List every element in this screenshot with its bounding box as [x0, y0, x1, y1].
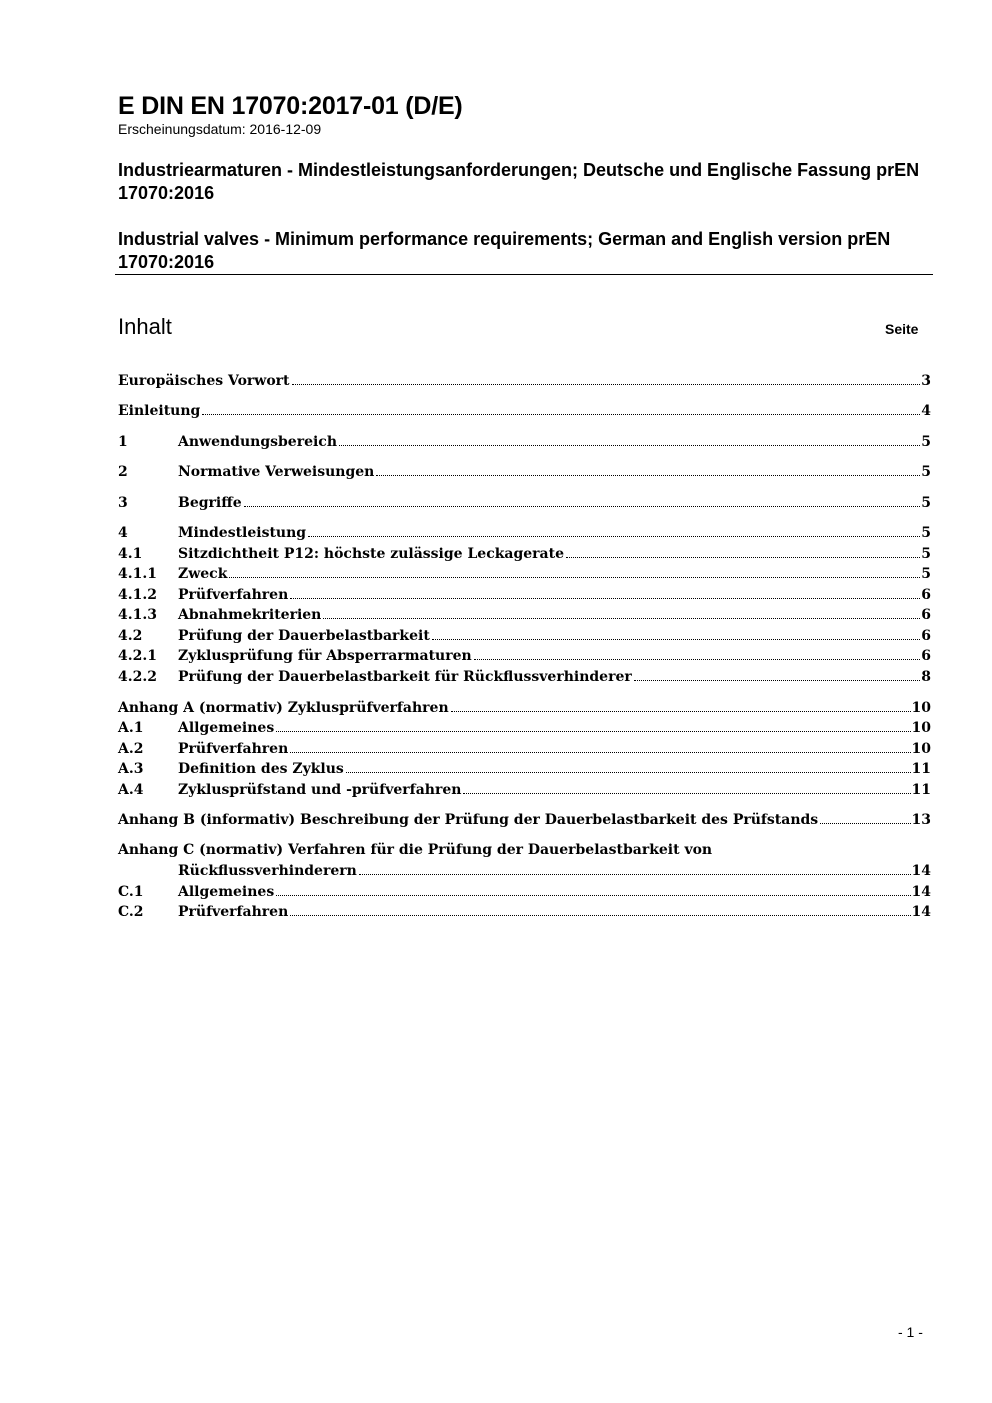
toc-entry[interactable]: [118, 523, 931, 543]
toc-entry-title: Prüfung der Dauerbelastbarkeit für Rückflussverhinderer: [178, 669, 632, 685]
toc-page-column-label: Seite: [885, 321, 919, 337]
toc-entry-number: 4.1.3: [118, 607, 157, 623]
toc-entry[interactable]: [118, 780, 931, 800]
toc-dot-leader: [290, 905, 910, 916]
toc-entry-page: 6: [921, 607, 931, 623]
toc-entry[interactable]: [118, 544, 931, 564]
document-title: E DIN EN 17070:2017-01 (D/E): [118, 92, 463, 120]
toc-entry-page: 10: [911, 700, 931, 716]
toc-entry[interactable]: [118, 759, 931, 779]
page-number: - 1 -: [898, 1324, 923, 1340]
toc-entry-number: 4.1.2: [118, 587, 157, 603]
toc-entry-page: 4: [921, 403, 931, 419]
toc-entry-title: Prüfverfahren: [178, 904, 289, 920]
toc-entry-page: 5: [921, 566, 931, 582]
toc-entry-number: 2: [118, 464, 128, 480]
toc-entry-title: Prüfverfahren: [178, 587, 289, 603]
toc-dot-leader: [290, 588, 920, 599]
toc-entry-page: 14: [911, 863, 931, 879]
toc-entry-page: 10: [911, 720, 931, 736]
toc-entry-title: Europäisches Vorwort: [118, 373, 290, 389]
toc-entry-number: C.2: [118, 904, 144, 920]
toc-entry-number: 4.2.2: [118, 669, 157, 685]
toc-entry-continuation[interactable]: Anhang C (normativ) Verfahren für die Prüfung der Dauerbelastbarkeit von: [118, 842, 713, 858]
toc-entry-title: Normative Verweisungen: [178, 464, 375, 480]
title-german: Industriearmaturen - Mindestleistungsanforderungen; Deutsche und Englische Fassung prEN 17070:2016: [118, 160, 920, 203]
toc-entry-number: A.3: [118, 761, 144, 777]
toc-dot-leader: [292, 374, 921, 385]
toc-entry-title: Abnahmekriterien: [178, 607, 322, 623]
toc-entry-title: Definition des Zyklus: [178, 761, 344, 777]
toc-dot-leader: [308, 526, 920, 537]
toc-dot-leader: [634, 670, 921, 681]
toc-entry-number: 4.1: [118, 546, 143, 562]
toc-entry-number: 1: [118, 434, 128, 450]
toc-dot-leader: [566, 547, 920, 558]
toc-dot-leader: [276, 885, 910, 896]
toc-entry-page: 3: [921, 373, 931, 389]
toc-entry-title: Anhang B (informativ) Beschreibung der Prüfung der Dauerbelastbarkeit des Prüfstands: [118, 812, 819, 828]
toc-entry-title: Zyklusprüfstand und -prüfverfahren: [178, 782, 462, 798]
toc-entry-number: 4.1.1: [118, 566, 157, 582]
toc-entry-page: 5: [921, 525, 931, 541]
toc-entry[interactable]: [118, 401, 931, 421]
toc-entry-number: 4.2.1: [118, 648, 157, 664]
toc-entry-number: 4.2: [118, 628, 143, 644]
publication-date: Erscheinungsdatum: 2016-12-09: [118, 121, 322, 137]
toc-dot-leader: [432, 629, 920, 640]
toc-entry-page: 5: [921, 495, 931, 511]
toc-entry-title: Allgemeines: [178, 720, 275, 736]
toc-entry[interactable]: [118, 667, 931, 687]
toc-heading: Inhalt: [118, 314, 172, 339]
toc-entry-page: 14: [911, 884, 931, 900]
toc-entry-title: Prüfung der Dauerbelastbarkeit: [178, 628, 430, 644]
toc-entry[interactable]: [118, 626, 931, 646]
toc-entry-page: 10: [911, 741, 931, 757]
toc-dot-leader: [346, 762, 911, 773]
toc-dot-leader: [290, 742, 910, 753]
toc-entry-title: Zyklusprüfung für Absperrarmaturen: [178, 648, 472, 664]
toc-entry-number: C.1: [118, 884, 144, 900]
toc-entry-page: 5: [921, 464, 931, 480]
title-english: Industrial valves - Minimum performance requirements; German and English version prEN 17070:2016: [118, 229, 891, 272]
toc-entry-title: Prüfverfahren: [178, 741, 289, 757]
toc-entry-number: 4: [118, 525, 128, 541]
toc-entry[interactable]: [118, 739, 931, 759]
toc-entry-page: 5: [921, 546, 931, 562]
toc-entry-number: A.2: [118, 741, 144, 757]
toc-entry-title: Begriffe: [178, 495, 242, 511]
toc-entry[interactable]: [118, 605, 931, 625]
toc-dot-leader: [202, 404, 920, 415]
toc-dot-leader: [463, 783, 910, 794]
toc-entry-number: A.4: [118, 782, 144, 798]
toc-entry-page: 8: [921, 669, 931, 685]
toc-dot-leader: [244, 496, 921, 507]
toc-entry[interactable]: [118, 493, 931, 513]
toc-entry-title: Sitzdichtheit P12: höchste zulässige Leckagerate: [178, 546, 565, 562]
toc-entry-title: Rückflussverhinderern: [178, 863, 357, 879]
toc-entry[interactable]: [118, 564, 931, 584]
toc-entry-page: 6: [921, 628, 931, 644]
toc-entry-page: 11: [911, 782, 931, 798]
toc-entry[interactable]: [118, 882, 931, 902]
toc-dot-leader: [820, 813, 910, 824]
toc-entry[interactable]: [118, 646, 931, 666]
toc-entry-page: 11: [911, 761, 931, 777]
toc-entry-title: Zweck: [178, 566, 228, 582]
toc-entry-title: Mindestleistung: [178, 525, 307, 541]
toc-dot-leader: [451, 701, 911, 712]
toc-entry-title: Allgemeines: [178, 884, 275, 900]
toc-entry-page: 13: [911, 812, 931, 828]
toc-entry[interactable]: [118, 861, 931, 881]
toc-entry[interactable]: [118, 432, 931, 452]
toc-dot-leader: [229, 567, 920, 578]
toc-entry[interactable]: [118, 718, 931, 738]
toc-entry-page: 5: [921, 434, 931, 450]
toc-entry[interactable]: [118, 902, 931, 922]
header-divider: [115, 274, 933, 275]
toc-dot-leader: [323, 608, 920, 619]
toc-entry-page: 14: [911, 904, 931, 920]
toc-entry[interactable]: [118, 698, 931, 718]
toc-entry[interactable]: [118, 585, 931, 605]
toc-entry-title: Anhang A (normativ) Zyklusprüfverfahren: [118, 700, 449, 716]
toc-dot-leader: [376, 465, 920, 476]
toc-entry[interactable]: [118, 462, 931, 482]
toc-entry-number: 3: [118, 495, 128, 511]
toc-entry[interactable]: [118, 371, 931, 391]
toc-entry-page: 6: [921, 648, 931, 664]
toc-dot-leader: [359, 864, 911, 875]
toc-entry-number: A.1: [118, 720, 144, 736]
toc-entry-page: 6: [921, 587, 931, 603]
toc-entry-title: Einleitung: [118, 403, 201, 419]
toc-entry-title: Anwendungsbereich: [178, 434, 337, 450]
toc-dot-leader: [474, 649, 921, 660]
toc-entry[interactable]: [118, 810, 931, 830]
toc-dot-leader: [276, 721, 910, 732]
toc-dot-leader: [339, 435, 920, 446]
